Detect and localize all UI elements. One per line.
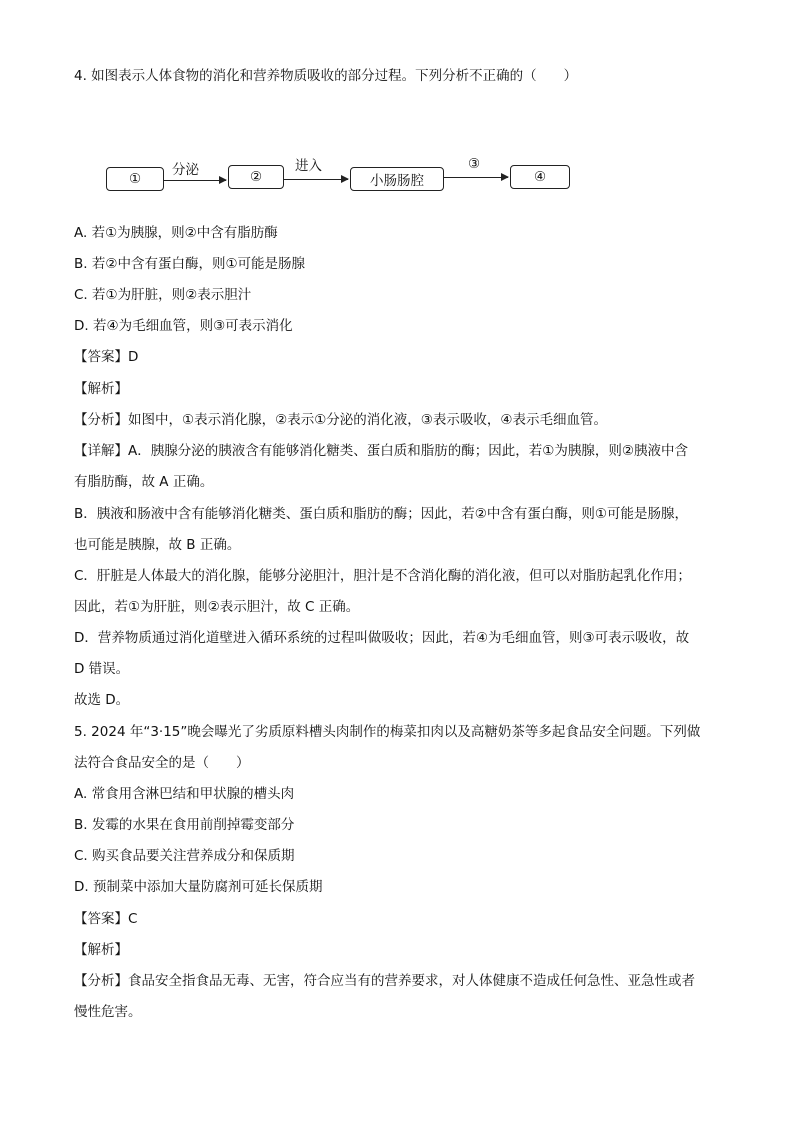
answer-value: D [128,349,139,365]
q4-option-d: D. 若④为毛细血管，则③可表示消化 [74,318,293,334]
xiangjie-tag: 【详解】 [74,443,128,459]
q5-option-d: D. 预制菜中添加大量防腐剂可延长保质期 [74,879,323,895]
q5-stem-line-1: 5. 2024 年“3·15”晚会曝光了劣质原料槽头肉制作的梅菜扣肉以及高糖奶茶等多起食品安全问题。下列做 [74,724,701,740]
diagram-arrow-2 [284,179,348,180]
diagram-arrow-label-2: 进入 [295,158,322,174]
q5-fenxi-line-1 [74,971,724,991]
q4-detail-line-7: D．营养物质通过消化道壁进入循环系统的过程叫做吸收；因此，若④为毛细血管，则③可表示吸收，故 [74,630,690,646]
q5-option-c: C. 购买食品要关注营养成分和保质期 [74,848,295,864]
q5-jiexi-tag: 【解析】 [74,942,128,958]
q4-stem: 4. 如图表示人体食物的消化和营养物质吸收的部分过程。下列分析不正确的（ ） [74,68,578,84]
q5-fenxi-line-2: 慢性危害。 [74,1004,142,1020]
q5-option-a: A. 常食用含淋巴结和甲状腺的槽头肉 [74,786,295,802]
diagram-node-small-intestine: 小肠肠腔 [350,167,444,191]
diagram-node-2: ② [228,165,284,189]
diagram-arrow-label-3: ③ [468,156,481,172]
q4-option-c: C. 若①为肝脏，则②表示胆汁 [74,287,252,303]
fenxi-text: 如图中，①表示消化腺，②表示①分泌的消化液，③表示吸收，④表示毛细血管。 [128,412,608,428]
q4-detail-line-8: D 错误。 [74,661,130,677]
answer-tag: 【答案】 [74,911,128,927]
fenxi-tag: 【分析】 [74,412,128,428]
diagram-arrow-label-1: 分泌 [172,162,199,178]
diagram-node-4: ④ [510,165,570,189]
fenxi-text: 食品安全指食品无毒、无害，符合应当有的营养要求，对人体健康不造成任何急性、亚急性或者 [128,973,695,989]
q4-detail-line-4: 也可能是胰腺，故 B 正确。 [74,537,241,553]
q4-detail-line-5: C．肝脏是人体最大的消化腺，能够分泌胆汁，胆汁是不含消化酶的消化液，但可以对脂肪起乳化作用； [74,568,691,584]
q4-detail-line-3: B．胰液和肠液中含有能够消化糖类、蛋白质和脂肪的酶；因此，若②中含有蛋白酶，则①可能是肠腺， [74,506,688,522]
digestion-diagram [0,0,794,220]
q4-option-b: B. 若②中含有蛋白酶，则①可能是肠腺 [74,256,306,272]
answer-value: C [128,911,138,927]
diagram-arrow-1 [164,180,226,181]
diagram-arrow-3 [444,177,508,178]
q5-option-b: B. 发霉的水果在食用前削掉霉变部分 [74,817,295,833]
q4-detail-line-6: 因此，若①为肝脏，则②表示胆汁，故 C 正确。 [74,599,360,615]
diagram-node-1: ① [106,167,164,191]
q4-option-a: A. 若①为胰腺，则②中含有脂肪酶 [74,225,278,241]
q4-detail-line-2: 有脂肪酶，故 A 正确。 [74,474,214,490]
q5-answer [74,909,724,929]
q4-jiexi-tag: 【解析】 [74,381,128,397]
q4-fenxi [74,410,724,430]
detail-text: A．胰腺分泌的胰液含有能够消化糖类、蛋白质和脂肪的酶；因此，若①为胰腺，则②胰液中含 [128,443,688,459]
q4-conclusion: 故选 D。 [74,692,130,708]
q4-detail-line-1 [74,441,724,461]
answer-tag: 【答案】 [74,349,128,365]
q5-stem-line-2: 法符合食品安全的是（ ） [74,755,250,771]
fenxi-tag: 【分析】 [74,973,128,989]
q4-answer [74,347,724,367]
